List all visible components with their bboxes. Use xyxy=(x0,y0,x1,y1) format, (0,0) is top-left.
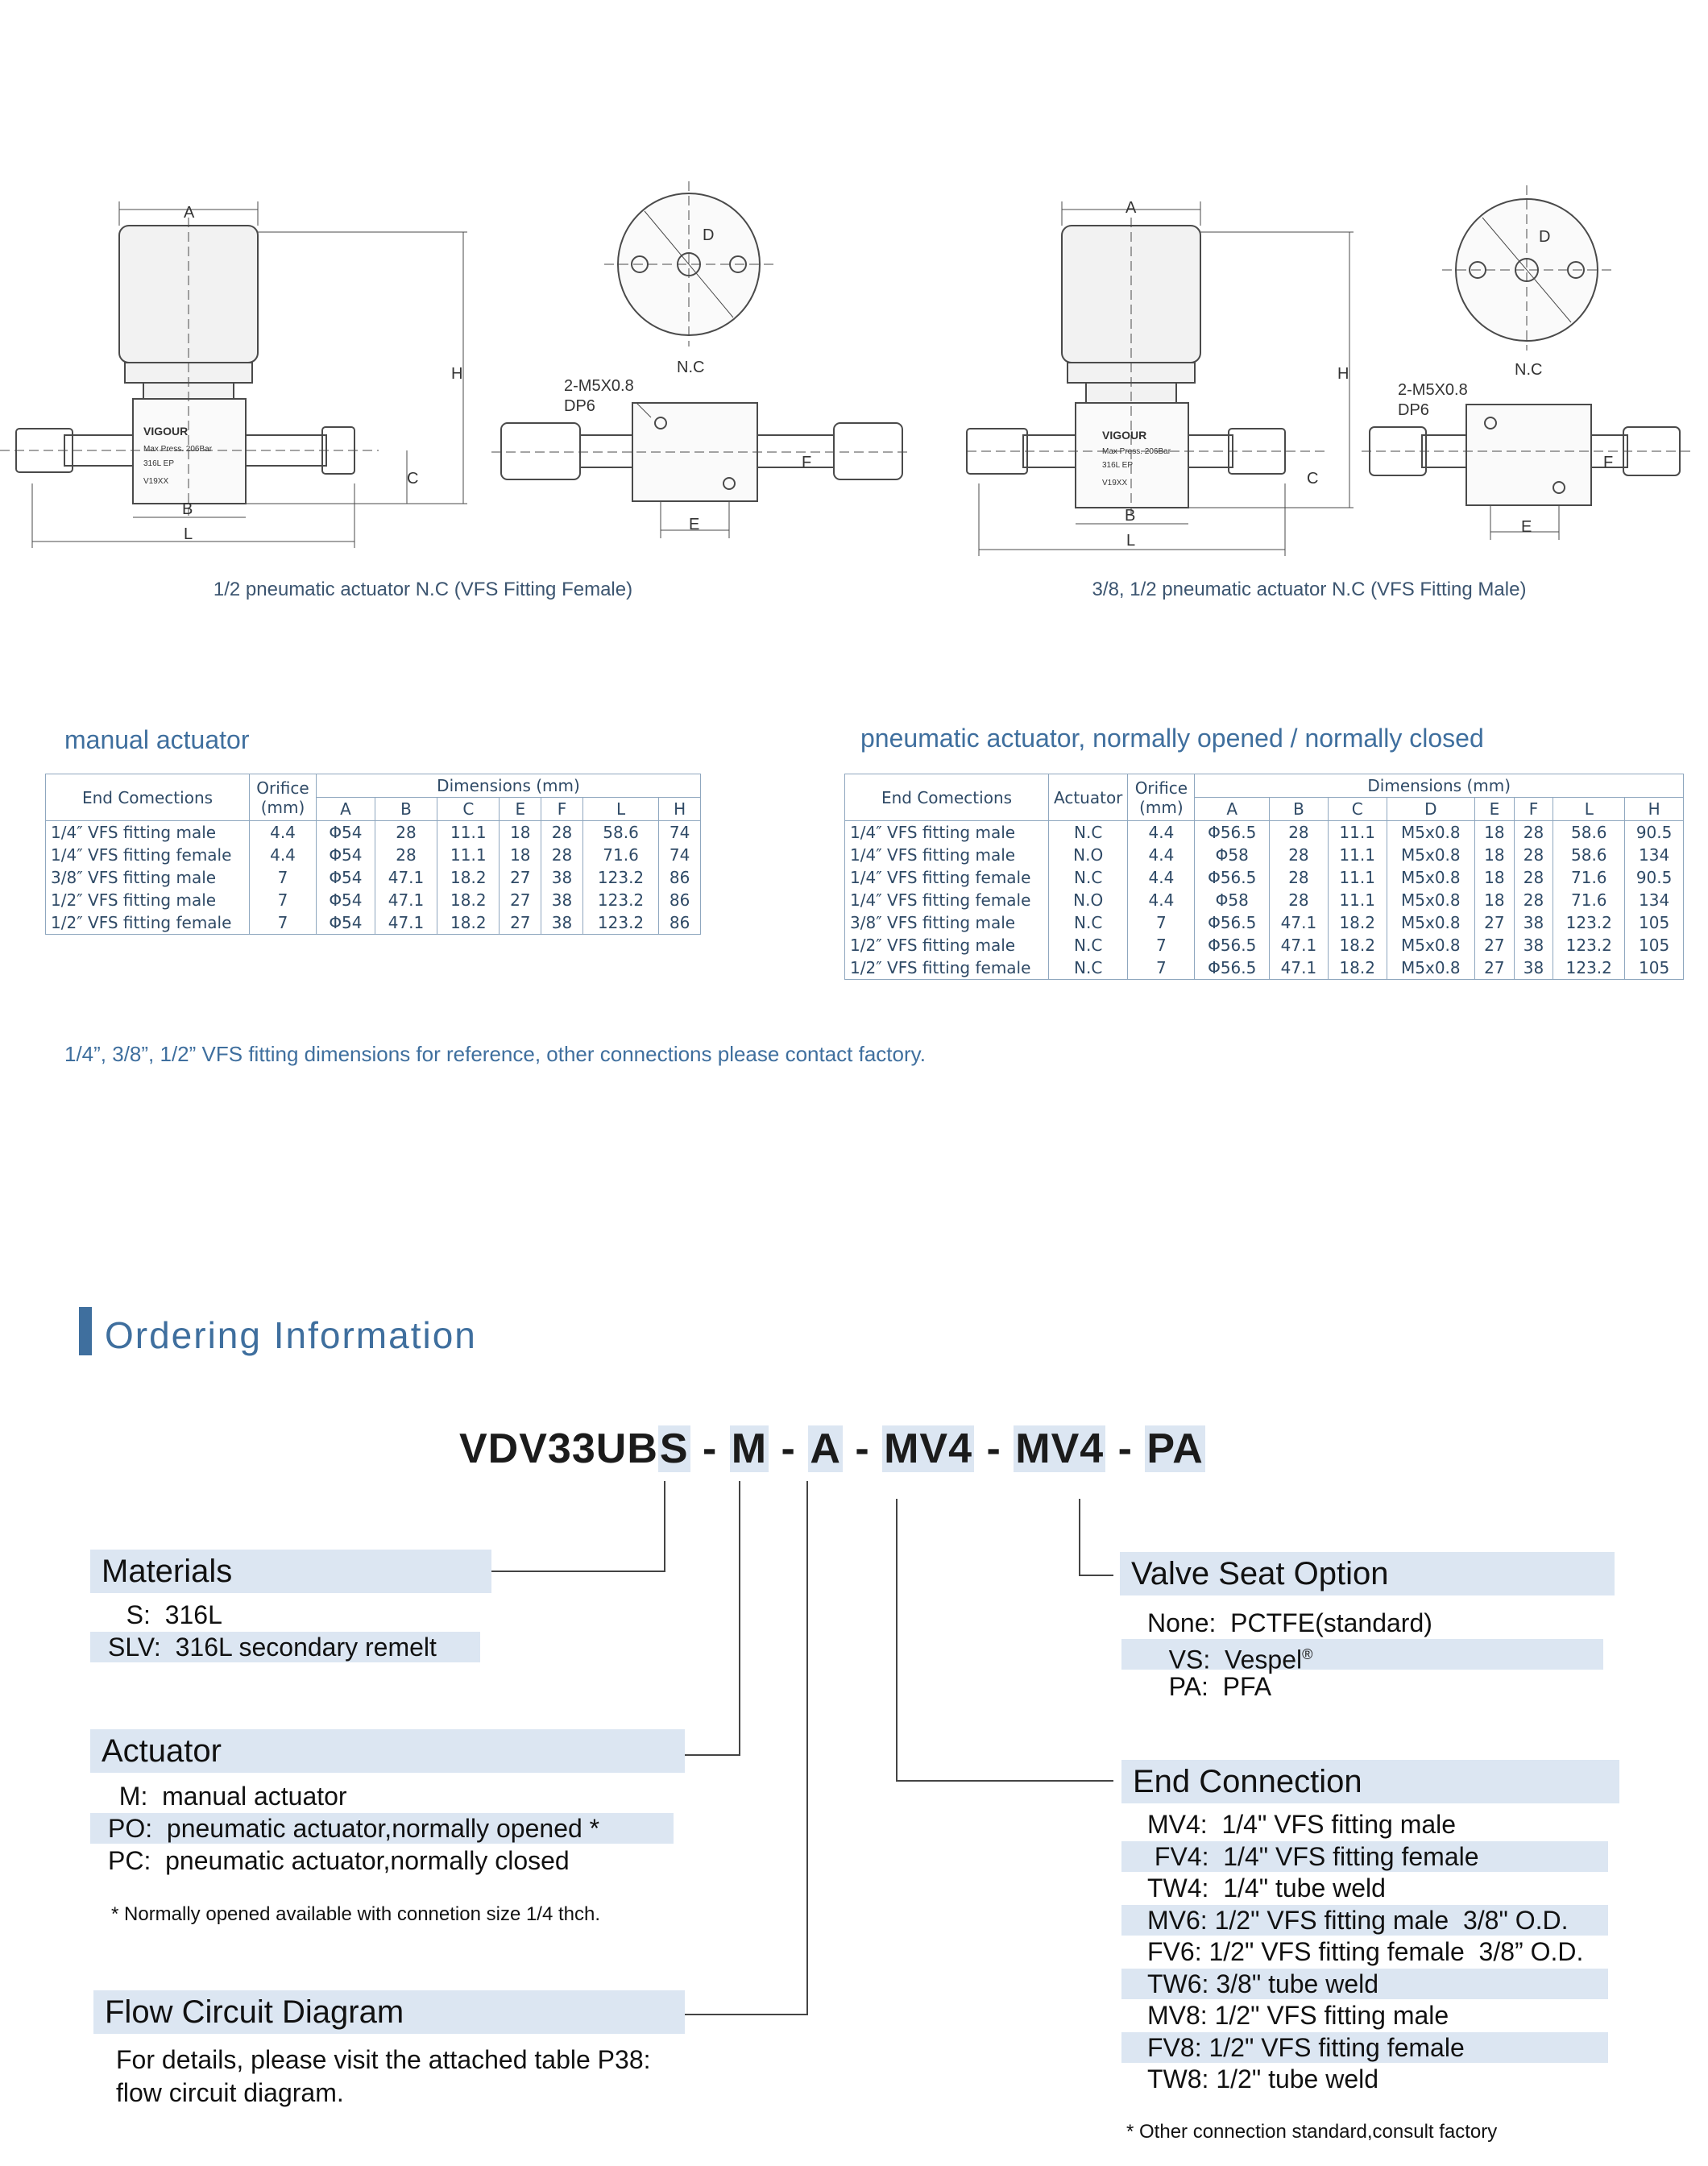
flow-line-1: For details, please visit the attached table P38: xyxy=(116,2045,651,2074)
ordering-code: VDV33UBS - M - A - MV4 - MV4 - PA xyxy=(459,1425,1204,1472)
table-cell: 18 xyxy=(500,821,541,844)
flow-header: Flow Circuit Diagram xyxy=(93,1990,685,2034)
table-cell: 28 xyxy=(541,844,583,866)
right-plate-pressure: Max Press. 206Bar xyxy=(1102,447,1171,456)
pneumatic-table-title: pneumatic actuator, normally opened / normally closed xyxy=(860,724,1484,753)
actuator-option-pc: PC: pneumatic actuator,normally closed xyxy=(108,1846,570,1875)
left-label-l: L xyxy=(184,525,193,543)
left-plate-material: 316L EP xyxy=(143,459,174,468)
left-label-a: A xyxy=(184,204,195,222)
right-label-thread: 2-M5X0.8 xyxy=(1398,381,1468,399)
table-cell: 18 xyxy=(1475,889,1515,911)
left-label-h: H xyxy=(451,365,463,383)
table-cell: N.O xyxy=(1049,889,1128,911)
table-cell: 28 xyxy=(541,821,583,844)
table-cell: 18.2 xyxy=(1328,934,1387,956)
table-cell: 1/4″ VFS fitting female xyxy=(845,889,1049,911)
table-cell: 27 xyxy=(1475,956,1515,980)
table-cell: 86 xyxy=(659,911,701,935)
table-cell: 18.2 xyxy=(437,911,500,935)
table-cell: 3/8″ VFS fitting male xyxy=(46,866,250,889)
actuator-option-m: M: manual actuator xyxy=(105,1782,347,1811)
table-cell: 38 xyxy=(541,889,583,911)
table-cell: 27 xyxy=(500,866,541,889)
table-cell: 71.6 xyxy=(582,844,658,866)
seat-option-none: None: PCTFE(standard) xyxy=(1147,1608,1432,1637)
table-cell: 18.2 xyxy=(437,889,500,911)
table-cell: 28 xyxy=(1270,866,1329,889)
table-cell: Φ56.5 xyxy=(1195,934,1270,956)
table-cell: 123.2 xyxy=(1553,911,1625,934)
end-option: MV4: 1/4" VFS fitting male xyxy=(1147,1810,1457,1839)
pneu-col-h: H xyxy=(1625,798,1684,821)
table-cell: 74 xyxy=(659,844,701,866)
table-cell: 1/4″ VFS fitting male xyxy=(845,844,1049,866)
table-cell: M5x0.8 xyxy=(1387,889,1475,911)
table-cell: 27 xyxy=(1475,934,1515,956)
left-label-b: B xyxy=(182,500,193,518)
reference-note: 1/4”, 3/8”, 1/2” VFS fitting dimensions for reference, other connections please contact factory. xyxy=(64,1042,926,1066)
table-cell: 18.2 xyxy=(1328,911,1387,934)
table-cell: 86 xyxy=(659,866,701,889)
table-cell: 90.5 xyxy=(1625,821,1684,844)
right-label-l: L xyxy=(1126,532,1136,550)
ordering-title: Ordering Information xyxy=(105,1314,477,1356)
manual-col-a: A xyxy=(317,798,375,821)
right-drawing-caption: 3/8, 1/2 pneumatic actuator N.C (VFS Fitting Male) xyxy=(1092,579,1527,600)
table-cell: 58.6 xyxy=(1553,844,1625,866)
table-cell: Φ56.5 xyxy=(1195,821,1270,844)
table-cell: 4.4 xyxy=(250,844,317,866)
code-end-2: MV4 xyxy=(1015,1425,1105,1472)
flow-description xyxy=(116,2044,696,2110)
table-cell: 47.1 xyxy=(375,866,437,889)
table-cell: 105 xyxy=(1625,911,1684,934)
left-label-nc: N.C xyxy=(677,359,705,376)
table-cell: 90.5 xyxy=(1625,866,1684,889)
table-cell: 86 xyxy=(659,889,701,911)
table-cell: 71.6 xyxy=(1553,866,1625,889)
right-label-nc: N.C xyxy=(1515,361,1543,379)
materials-option-slv: SLV: 316L secondary remelt xyxy=(90,1632,480,1662)
table-cell: N.C xyxy=(1049,934,1128,956)
table-cell: 18 xyxy=(1475,866,1515,889)
table-cell: M5x0.8 xyxy=(1387,911,1475,934)
table-cell: 11.1 xyxy=(1328,889,1387,911)
table-cell: 11.1 xyxy=(437,844,500,866)
table-cell: 4.4 xyxy=(1128,889,1195,911)
left-drawing-caption: 1/2 pneumatic actuator N.C (VFS Fitting Female) xyxy=(213,579,633,600)
table-cell: Φ54 xyxy=(317,889,375,911)
materials-header: Materials xyxy=(90,1550,491,1593)
table-cell: 58.6 xyxy=(582,821,658,844)
code-base: VDV33UB xyxy=(459,1425,658,1472)
table-cell: 28 xyxy=(1514,844,1553,866)
table-cell: 1/4″ VFS fitting female xyxy=(46,844,250,866)
table-cell: M5x0.8 xyxy=(1387,956,1475,980)
table-cell: 47.1 xyxy=(1270,911,1329,934)
table-cell: 47.1 xyxy=(375,889,437,911)
actuator-option-po: PO: pneumatic actuator,normally opened * xyxy=(90,1813,674,1844)
table-cell: Φ54 xyxy=(317,911,375,935)
table-cell: M5x0.8 xyxy=(1387,866,1475,889)
table-cell: 28 xyxy=(1514,889,1553,911)
table-cell: 27 xyxy=(500,889,541,911)
manual-col-e: E xyxy=(500,798,541,821)
table-cell: 105 xyxy=(1625,956,1684,980)
left-label-thread: 2-M5X0.8 xyxy=(564,377,634,395)
pneu-header-actuator: Actuator xyxy=(1049,774,1128,821)
table-cell: M5x0.8 xyxy=(1387,844,1475,866)
table-cell: 123.2 xyxy=(582,889,658,911)
manual-header-orifice: Orifice (mm) xyxy=(250,774,317,821)
table-cell: 47.1 xyxy=(1270,956,1329,980)
table-cell: M5x0.8 xyxy=(1387,934,1475,956)
table-cell: N.O xyxy=(1049,844,1128,866)
right-label-depth: DP6 xyxy=(1398,401,1429,419)
table-cell: 134 xyxy=(1625,889,1684,911)
actuator-header: Actuator xyxy=(90,1729,685,1773)
right-label-h: H xyxy=(1337,365,1349,383)
table-cell: 3/8″ VFS fitting male xyxy=(845,911,1049,934)
seat-option-pa: PA: PFA xyxy=(1147,1672,1272,1701)
table-cell: 28 xyxy=(1514,866,1553,889)
table-cell: 7 xyxy=(1128,934,1195,956)
table-cell: 123.2 xyxy=(1553,956,1625,980)
table-cell: 134 xyxy=(1625,844,1684,866)
right-label-e: E xyxy=(1521,518,1532,536)
right-label-d: D xyxy=(1539,228,1551,246)
end-option: FV6: 1/2" VFS fitting female 3/8” O.D. xyxy=(1147,1937,1584,1966)
table-cell: 38 xyxy=(1514,956,1553,980)
table-cell: 1/2″ VFS fitting male xyxy=(845,934,1049,956)
table-cell: 1/2″ VFS fitting male xyxy=(46,889,250,911)
actuator-note: * Normally opened available with connetion size 1/4 thch. xyxy=(111,1903,601,1925)
manual-table-title: manual actuator xyxy=(64,725,250,754)
pneu-header-orifice: Orifice (mm) xyxy=(1128,774,1195,821)
pneu-col-d: D xyxy=(1387,798,1475,821)
table-cell: 4.4 xyxy=(250,821,317,844)
table-cell: 47.1 xyxy=(375,911,437,935)
table-cell: 1/2″ VFS fitting female xyxy=(46,911,250,935)
pneu-col-l: L xyxy=(1553,798,1625,821)
table-cell: 1/4″ VFS fitting male xyxy=(46,821,250,844)
table-cell: 38 xyxy=(1514,911,1553,934)
code-flow: A xyxy=(810,1425,841,1472)
manual-header-dimensions: Dimensions (mm) xyxy=(317,774,701,798)
table-cell: N.C xyxy=(1049,821,1128,844)
table-cell: N.C xyxy=(1049,866,1128,889)
pneu-col-f: F xyxy=(1514,798,1553,821)
table-cell: 4.4 xyxy=(1128,844,1195,866)
pneu-col-b: B xyxy=(1270,798,1329,821)
left-label-depth: DP6 xyxy=(564,397,595,415)
table-cell: 18.2 xyxy=(1328,956,1387,980)
pneu-header-end: End Comections xyxy=(845,774,1049,821)
table-cell: 47.1 xyxy=(1270,934,1329,956)
table-cell: 7 xyxy=(1128,956,1195,980)
table-cell: 1/4″ VFS fitting male xyxy=(845,821,1049,844)
table-cell: 38 xyxy=(1514,934,1553,956)
table-cell: 28 xyxy=(375,844,437,866)
left-plate-model: V19XX xyxy=(143,477,169,486)
end-option: FV8: 1/2" VFS fitting female xyxy=(1121,2032,1608,2063)
table-cell: 38 xyxy=(541,911,583,935)
end-option: FV4: 1/4" VFS fitting female xyxy=(1121,1841,1608,1872)
end-option: MV8: 1/2" VFS fitting male xyxy=(1147,2001,1449,2030)
pneu-header-dimensions: Dimensions (mm) xyxy=(1195,774,1684,798)
table-cell: Φ56.5 xyxy=(1195,911,1270,934)
code-seat: PA xyxy=(1146,1425,1204,1472)
table-cell: 7 xyxy=(250,866,317,889)
table-cell: Φ54 xyxy=(317,844,375,866)
left-label-c: C xyxy=(407,470,419,488)
table-cell: 11.1 xyxy=(1328,844,1387,866)
right-label-a: A xyxy=(1126,199,1137,217)
pneu-col-e: E xyxy=(1475,798,1515,821)
table-cell: 11.1 xyxy=(437,821,500,844)
table-cell: 28 xyxy=(1270,889,1329,911)
table-cell: 105 xyxy=(1625,934,1684,956)
table-cell: Φ58 xyxy=(1195,889,1270,911)
table-cell: 27 xyxy=(500,911,541,935)
code-end-1: MV4 xyxy=(884,1425,973,1472)
left-label-e: E xyxy=(689,516,700,533)
table-cell: 18.2 xyxy=(437,866,500,889)
seat-option-vs: VS: Vespel® xyxy=(1121,1639,1603,1670)
table-cell: Φ58 xyxy=(1195,844,1270,866)
right-plate-brand: VIGOUR xyxy=(1102,429,1147,442)
table-cell: Φ56.5 xyxy=(1195,956,1270,980)
end-header: End Connection xyxy=(1121,1760,1619,1803)
table-cell: 123.2 xyxy=(1553,934,1625,956)
table-cell: 4.4 xyxy=(1128,866,1195,889)
table-cell: 7 xyxy=(250,911,317,935)
right-label-c: C xyxy=(1307,470,1319,488)
right-label-f: F xyxy=(1603,454,1614,471)
end-option: TW6: 3/8" tube weld xyxy=(1121,1969,1608,1999)
table-cell: 1/2″ VFS fitting female xyxy=(845,956,1049,980)
table-cell: 28 xyxy=(375,821,437,844)
end-option: TW4: 1/4" tube weld xyxy=(1147,1873,1386,1903)
end-option: TW8: 1/2" tube weld xyxy=(1147,2064,1379,2093)
table-cell: 28 xyxy=(1514,821,1553,844)
end-note: * Other connection standard,consult factory xyxy=(1126,2121,1498,2143)
table-cell: 7 xyxy=(1128,911,1195,934)
left-label-d: D xyxy=(703,226,715,244)
table-cell: 18 xyxy=(1475,844,1515,866)
seat-header: Valve Seat Option xyxy=(1120,1552,1615,1595)
flow-line-2: flow circuit diagram. xyxy=(116,2078,344,2107)
manual-col-b: B xyxy=(375,798,437,821)
table-cell: N.C xyxy=(1049,956,1128,980)
table-cell: 71.6 xyxy=(1553,889,1625,911)
table-cell: 11.1 xyxy=(1328,821,1387,844)
table-cell: M5x0.8 xyxy=(1387,821,1475,844)
manual-header-end: End Comections xyxy=(46,774,250,821)
manual-col-c: C xyxy=(437,798,500,821)
table-cell: 123.2 xyxy=(582,866,658,889)
code-material: S xyxy=(659,1425,689,1472)
end-option: MV6: 1/2" VFS fitting male 3/8" O.D. xyxy=(1121,1905,1608,1936)
materials-option-s: S: 316L xyxy=(105,1600,222,1629)
table-cell: Φ54 xyxy=(317,821,375,844)
table-cell: 28 xyxy=(1270,821,1329,844)
pneu-col-c: C xyxy=(1328,798,1387,821)
table-cell: 123.2 xyxy=(582,911,658,935)
table-cell: 18 xyxy=(1475,821,1515,844)
manual-col-f: F xyxy=(541,798,583,821)
left-label-f: F xyxy=(802,454,812,471)
right-label-b: B xyxy=(1125,507,1136,525)
right-plate-material: 316L EP xyxy=(1102,461,1133,470)
table-cell: 38 xyxy=(541,866,583,889)
code-actuator: M xyxy=(731,1425,768,1472)
manual-col-l: L xyxy=(582,798,658,821)
table-cell: Φ56.5 xyxy=(1195,866,1270,889)
table-cell: 28 xyxy=(1270,844,1329,866)
table-cell: 4.4 xyxy=(1128,821,1195,844)
table-cell: 1/4″ VFS fitting female xyxy=(845,866,1049,889)
pneu-col-a: A xyxy=(1195,798,1270,821)
left-plate-pressure: Max Press. 206Bar xyxy=(143,445,213,454)
table-cell: 7 xyxy=(250,889,317,911)
table-cell: N.C xyxy=(1049,911,1128,934)
left-plate-brand: VIGOUR xyxy=(143,425,189,438)
table-cell: Φ54 xyxy=(317,866,375,889)
table-cell: 18 xyxy=(500,844,541,866)
table-cell: 27 xyxy=(1475,911,1515,934)
table-cell: 74 xyxy=(659,821,701,844)
table-cell: 58.6 xyxy=(1553,821,1625,844)
manual-col-h: H xyxy=(659,798,701,821)
right-plate-model: V19XX xyxy=(1102,479,1128,488)
table-cell: 11.1 xyxy=(1328,866,1387,889)
